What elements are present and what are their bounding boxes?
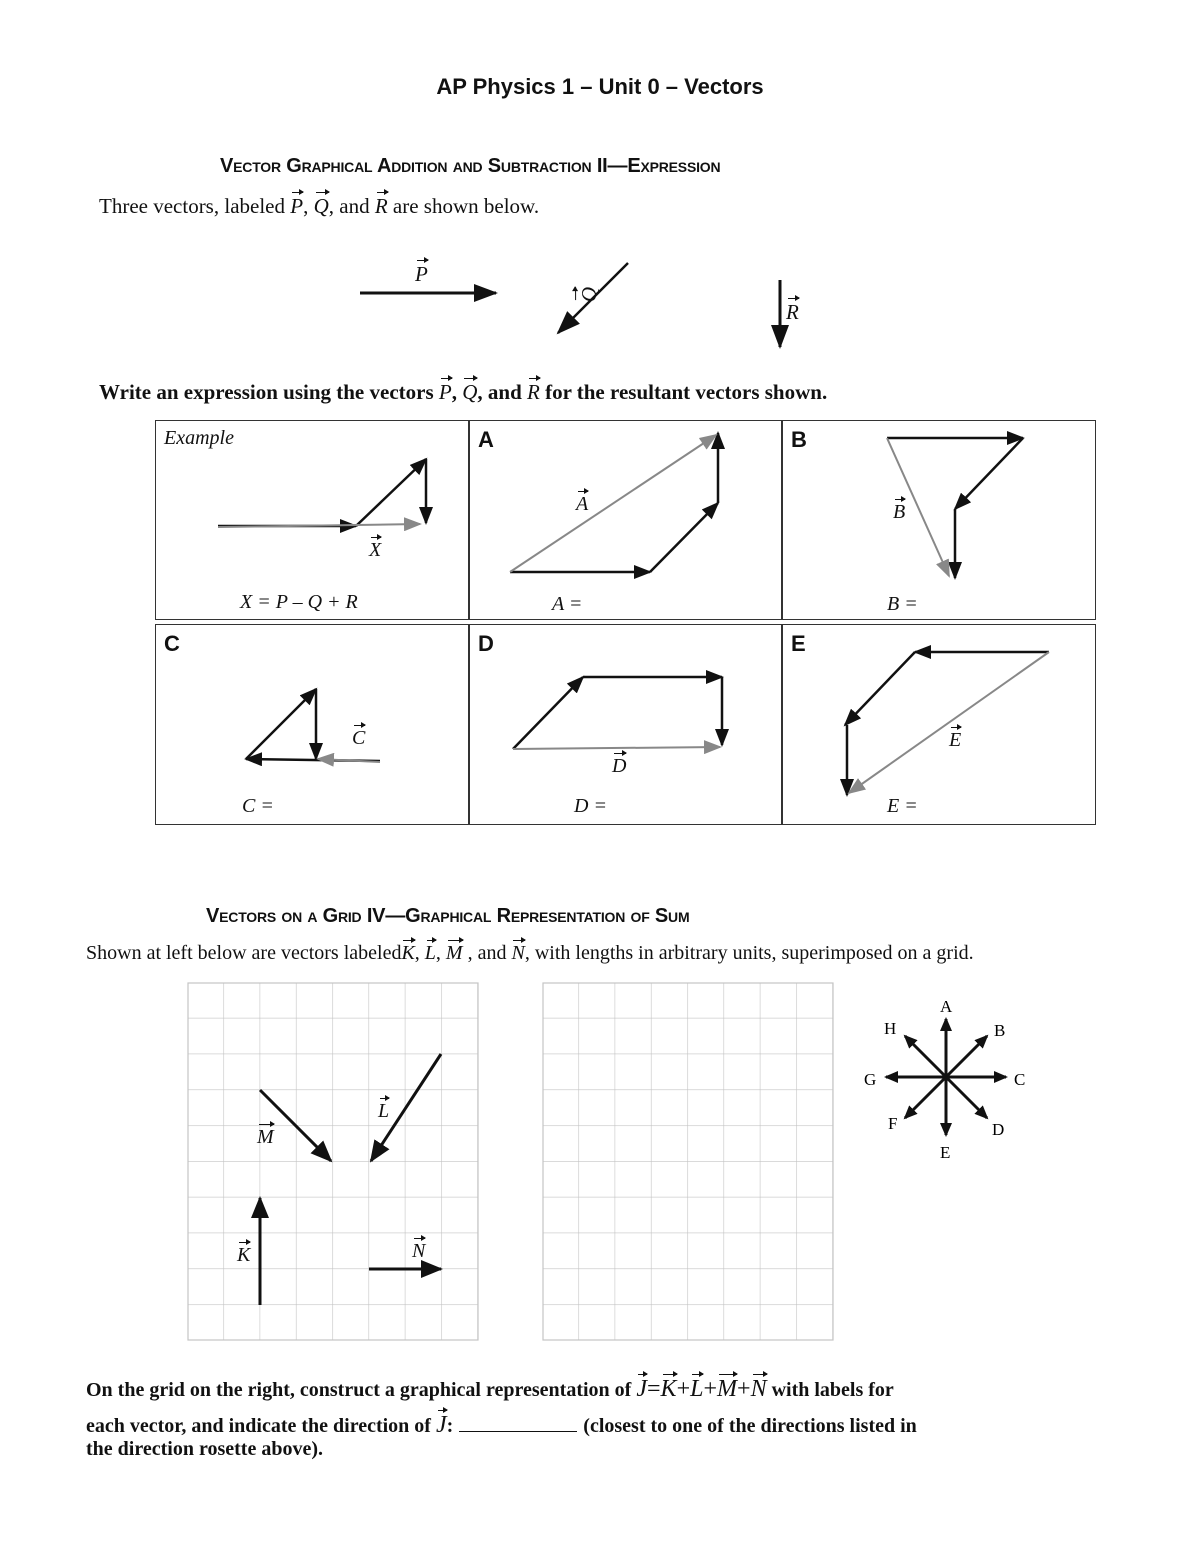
panel-a-answer: A = (552, 593, 583, 615)
grid-intro-l: L (424, 942, 436, 964)
page-title: AP Physics 1 – Unit 0 – Vectors (436, 74, 764, 99)
rosette-d: D (992, 1120, 1005, 1139)
panel-example (155, 420, 469, 620)
rosette-g: G (864, 1070, 877, 1089)
panel-c-label: C (164, 631, 180, 656)
panel-c (155, 624, 469, 825)
rosette-a: A (940, 997, 953, 1016)
panel-e-label: E (791, 631, 806, 656)
prompt-vector-p: P (438, 380, 452, 404)
question-line-2-before: each vector, and indicate the direction of (86, 1415, 431, 1437)
prompt-after: for the resultant vectors shown. (545, 380, 828, 404)
prompt-vector-r: R (527, 380, 540, 404)
prompt-before: Write an expression using the vectors (99, 380, 434, 404)
sum-k: K (660, 1376, 677, 1402)
panel-b-vec: B (893, 501, 906, 523)
panel-d-vec: D (612, 755, 627, 777)
grid-intro-text: Shown at left below are vectors labeledK, L, M , and N, with lengths in arbitrary units, superimposed on a grid. (86, 942, 974, 964)
vector-p-tag: P (415, 262, 428, 286)
section-heading-grid: Vectors on a Grid IV—Graphical Representation of Sum (206, 905, 690, 927)
panel-example-equation: X = P – Q + R (240, 591, 358, 613)
rosette-f: F (888, 1114, 898, 1133)
section-heading-addition: Vector Graphical Addition and Subtraction II—Expression (220, 155, 721, 177)
rosette-b: B (994, 1021, 1006, 1040)
rosette-c: C (1014, 1070, 1026, 1089)
vector-r-label: R (374, 194, 388, 218)
vector-q-tag: Q (576, 286, 601, 303)
grid-intro-after: , with lengths in arbitrary units, superimposed on a grid. (524, 942, 974, 964)
grid-label-m: M (257, 1126, 274, 1148)
panel-example-vec: X (369, 539, 382, 561)
panel-c-vec: C (352, 727, 366, 749)
question-line-1-before: On the grid on the right, construct a graphical representation of (86, 1379, 632, 1401)
panel-a-label: A (478, 427, 494, 452)
panel-a (469, 420, 782, 620)
panel-d (469, 624, 782, 825)
panel-e-answer: E = (887, 795, 918, 817)
panel-e-vec: E (949, 729, 962, 751)
intro-after: are shown below. (392, 194, 540, 218)
intro-and: and (339, 194, 370, 218)
question-line-1-after: with labels for (771, 1379, 894, 1401)
sum-m: M (717, 1376, 738, 1402)
question-line-2: each vector, and indicate the direction of J: (closest to one of the directions listed in (86, 1412, 917, 1438)
vector-r-tag: R (786, 300, 799, 324)
left-grid (187, 982, 479, 1342)
panel-e (782, 624, 1096, 825)
sum-l: L (690, 1376, 704, 1402)
sum-j: J (636, 1376, 647, 1402)
grid-label-k: K (237, 1244, 251, 1266)
question-line-3: the direction rosette above). (86, 1438, 323, 1460)
prompt-vector-q: Q (462, 380, 478, 404)
panel-d-diagram (470, 625, 783, 826)
panel-d-answer: D = (574, 795, 607, 817)
panel-b-answer: B = (887, 593, 918, 615)
direction-rosette (860, 995, 1040, 1165)
vector-q-label: Q (313, 194, 329, 218)
panel-b (782, 420, 1096, 620)
question-j: J (435, 1412, 447, 1438)
prompt-text: Write an expression using the vectors P, Q, and R for the resultant vectors shown. (99, 380, 828, 404)
question-line-2-after: (closest to one of the directions listed in (583, 1415, 917, 1437)
grid-label-n: N (412, 1240, 426, 1262)
panel-b-diagram (783, 421, 1097, 621)
grid-label-l: L (378, 1100, 390, 1122)
direction-answer-blank[interactable] (459, 1431, 577, 1432)
panel-c-diagram (156, 625, 470, 826)
intro-text: Three vectors, labeled P, Q, and R are shown below. (99, 194, 540, 218)
right-grid[interactable] (542, 982, 834, 1342)
sum-n: N (750, 1376, 767, 1402)
grid-intro-and: and (477, 942, 507, 964)
grid-intro-m: M (445, 942, 463, 964)
rosette-e: E (940, 1143, 951, 1162)
base-vectors-diagram (340, 245, 820, 360)
intro-before: Three vectors, labeled (99, 194, 285, 218)
prompt-and: and (487, 380, 522, 404)
rosette-h: H (884, 1019, 897, 1038)
vector-p-label: P (290, 194, 304, 218)
grid-intro-before: Shown at left below are vectors labeled (86, 942, 402, 964)
grid-intro-n: N (511, 942, 525, 964)
sum-equation: J=K+L+M+N (636, 1376, 767, 1402)
grid-intro-k: K (401, 942, 415, 964)
panel-a-vec: A (576, 493, 589, 515)
panel-b-label: B (791, 427, 807, 452)
panel-d-label: D (478, 631, 494, 656)
question-line-1 (86, 1376, 894, 1403)
panel-example-label: Example (164, 427, 234, 449)
panel-a-diagram (470, 421, 783, 621)
panel-c-answer: C = (242, 795, 274, 817)
panel-e-diagram (783, 625, 1097, 826)
